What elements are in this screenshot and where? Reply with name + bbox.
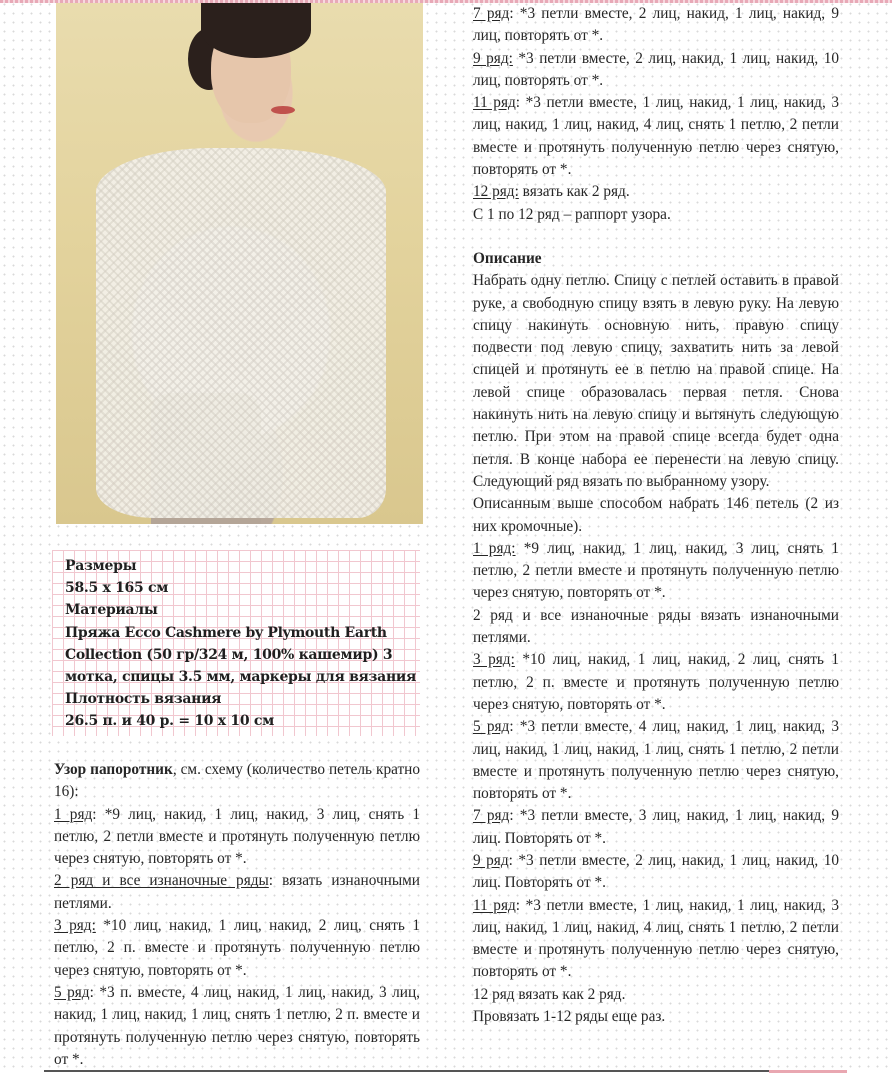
bottom-accent-bar bbox=[769, 1070, 847, 1073]
cast-on-text: Набрать одну петлю. Спицу с петлей оставить в правой руке, а свободную спицу взять в левую руку. На левую спицу накинуть основную нить, правую спицу подвести под левую спицу, захватить нить за левой спицей и протянуть ее в петлю на правой спице. На левой спице образовалась первая петля. Снова накинуть нить на левую спицу и вытянуть следующую петлю. При этом на правой спице всегда будет одна петля. В конце набора ее перенести на левую спицу. Следующий ряд вязать по выбранному узору. bbox=[473, 272, 839, 490]
row-text: *3 петли вместе, 3 лиц, накид, 1 лиц, накид, 9 лиц. Повторять от *. bbox=[473, 807, 839, 847]
spacer bbox=[473, 226, 839, 248]
row-text: вязать как 2 ряд. bbox=[522, 183, 630, 201]
row-label: 3 ряд: bbox=[473, 651, 515, 669]
row-sep: : bbox=[89, 983, 100, 1001]
specs-box bbox=[52, 550, 420, 736]
pattern-row bbox=[54, 915, 420, 982]
pattern-row bbox=[473, 48, 839, 93]
row-text: вязать изнаночными петлями. bbox=[54, 872, 420, 912]
row-sep: : bbox=[515, 896, 526, 914]
description-heading: Описание bbox=[473, 249, 542, 267]
description-row bbox=[473, 850, 839, 895]
row-text: 12 ряд вязать как 2 ряд. bbox=[473, 985, 626, 1003]
pattern-intro-text: , см. схему (количество петель кратно 16): bbox=[54, 761, 421, 801]
row-label: 5 ряд bbox=[473, 718, 510, 736]
row-text: *3 петли вместе, 1 лиц, накид, 1 лиц, накид, 3 лиц, накид, 1 лиц, накид, 4 лиц, снять 1 петлю, 2 петли вместе и протянуть полученную петлю через снятую, повторять от *. bbox=[473, 94, 839, 179]
row-text: *10 лиц, накид, 1 лиц, накид, 2 лиц, снять 1 петлю, 2 п. вместе и протянуть полученную петлю через снятую, повторять от *. bbox=[54, 917, 421, 979]
row-label: 1 ряд bbox=[54, 805, 93, 823]
gauge-heading: Плотность вязания bbox=[65, 691, 222, 708]
row-label: 2 ряд и все изнаночные ряды bbox=[54, 872, 269, 890]
description-row bbox=[473, 649, 839, 716]
cast-on-count: Описанным выше способом набрать 146 петель (2 из них кромочные). bbox=[473, 495, 839, 535]
photo-shawl-shape bbox=[96, 148, 386, 518]
pattern-row bbox=[473, 92, 839, 181]
row-text: *9 лиц, накид, 1 лиц, накид, 3 лиц, снять 1 петлю, 2 петли вместе и протянуть полученную петлю через снятую, повторять от *. bbox=[473, 539, 839, 602]
row-sep: : bbox=[515, 94, 526, 112]
photo-hair-shape bbox=[201, 3, 311, 58]
instructions-column bbox=[473, 3, 839, 1028]
row-text: *3 п. вместе, 4 лиц, накид, 1 лиц, накид, 3 лиц, накид, 1 лиц, накид, 1 лиц, снять 1 петлю, 2 п. вместе и протянуть полученную петлю через снятую, повторять от *. bbox=[54, 983, 420, 1068]
materials-line: мотка, спицы 3.5 мм, маркеры для вязания bbox=[65, 669, 417, 686]
row-sep: : bbox=[268, 872, 283, 890]
gauge-value: 26.5 п. и 40 р. = 10 x 10 см bbox=[65, 713, 274, 730]
bottom-divider bbox=[44, 1070, 830, 1072]
row-label: 9 ряд: bbox=[473, 49, 513, 67]
row-label: 7 ряд bbox=[473, 5, 510, 22]
description-row bbox=[473, 538, 839, 605]
pattern-row bbox=[473, 181, 839, 203]
pattern-intro bbox=[54, 759, 420, 804]
photo-lips-shape bbox=[271, 106, 295, 114]
description-row bbox=[473, 984, 839, 1006]
materials-heading: Материалы bbox=[65, 602, 158, 619]
description-row bbox=[473, 605, 839, 650]
row-label: 9 ряд bbox=[473, 851, 509, 869]
row-label: 5 ряд bbox=[54, 983, 90, 1001]
row-label: 1 ряд: bbox=[473, 539, 516, 557]
materials-line: Пряжа Ecco Cashmere by Plymouth Earth bbox=[65, 624, 387, 641]
description-row bbox=[473, 895, 839, 984]
row-sep bbox=[516, 540, 524, 557]
repeat-note: С 1 по 12 ряд – раппорт узора. bbox=[473, 205, 671, 223]
row-text: 2 ряд и все изнаночные ряды вязать изнаночными петлями. bbox=[473, 606, 839, 647]
pattern-title: Узор папоротник bbox=[54, 761, 173, 778]
pattern-row bbox=[473, 3, 839, 48]
pattern-row bbox=[54, 870, 420, 915]
row-text: *3 петли вместе, 2 лиц, накид, 1 лиц, накид, 10 лиц, повторять от *. bbox=[473, 49, 839, 89]
pattern-section bbox=[54, 759, 420, 1071]
row-text: *3 петли вместе, 1 лиц, накид, 1 лиц, накид, 3 лиц, накид, 1 лиц, накид, 4 лиц, снять 1 петлю, 2 петли вместе и протянуть полученную петлю через снятую, повторять от *. bbox=[473, 896, 839, 981]
pattern-row bbox=[54, 982, 420, 1071]
row-label: 11 ряд bbox=[473, 896, 516, 914]
description-row bbox=[473, 805, 839, 850]
shawl-photo bbox=[56, 3, 423, 524]
sizes-heading: Размеры bbox=[65, 558, 137, 574]
row-text: *9 лиц, накид, 1 лиц, накид, 3 лиц, снять 1 петлю, 2 петли вместе и протянуть полученную петлю через снятую, повторять от *. bbox=[54, 805, 420, 868]
row-text: *3 петли вместе, 4 лиц, накид, 1 лиц, накид, 3 лиц, накид, 1 лиц, накид, 1 лиц, снять 1 петлю, 2 петли вместе и протянуть полученную петлю через снятую, повторять от *. bbox=[473, 718, 839, 803]
closing-note: Провязать 1-12 ряды еще раз. bbox=[473, 1008, 666, 1026]
row-label: 7 ряд bbox=[473, 807, 510, 825]
row-label: 11 ряд bbox=[473, 94, 516, 112]
row-text: *10 лиц, накид, 1 лиц, накид, 2 лиц, снять 1 петлю, 2 п. вместе и протянуть полученную петлю через снятую, повторять от *. bbox=[473, 651, 840, 713]
row-sep: : bbox=[508, 851, 519, 869]
sizes-value: 58.5 x 165 см bbox=[65, 580, 169, 597]
row-sep: : bbox=[509, 807, 520, 825]
row-label: 3 ряд: bbox=[54, 917, 96, 935]
materials-line: Collection (50 гр/324 м, 100% кашемир) 3 bbox=[65, 646, 393, 663]
row-text: *3 петли вместе, 2 лиц, накид, 1 лиц, накид, 10 лиц. Повторять от *. bbox=[473, 851, 839, 892]
description-row bbox=[473, 716, 839, 805]
pattern-row bbox=[54, 804, 420, 871]
row-sep: : bbox=[92, 805, 105, 823]
row-sep: : bbox=[509, 718, 520, 736]
row-sep: : bbox=[509, 5, 520, 22]
row-text: *3 петли вместе, 2 лиц, накид, 1 лиц, накид, 9 лиц, повторять от *. bbox=[473, 5, 839, 45]
row-label: 12 ряд: bbox=[473, 183, 519, 201]
